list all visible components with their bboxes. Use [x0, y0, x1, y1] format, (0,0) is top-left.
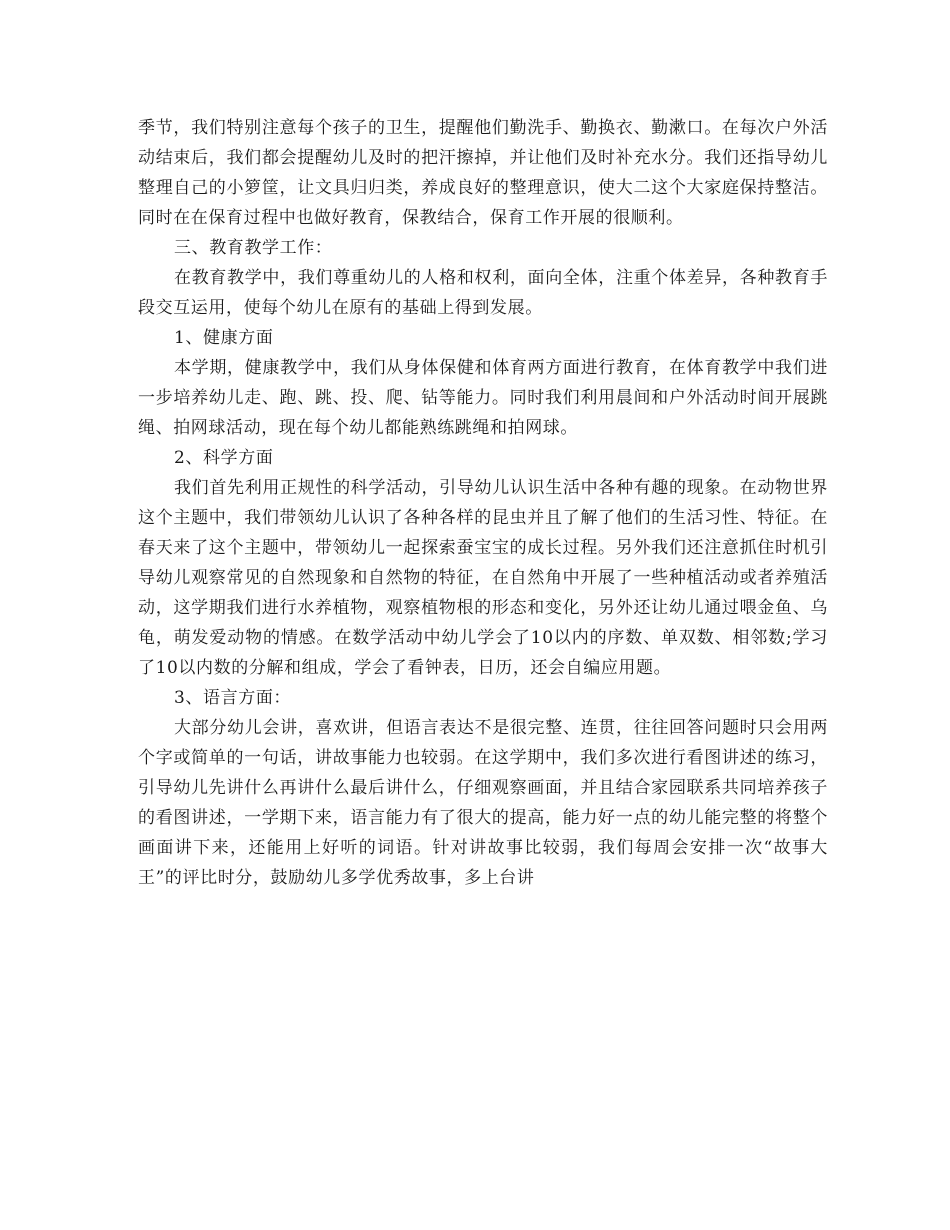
- document-body: [138, 113, 828, 893]
- subheading-language: 3、语言方面：: [174, 688, 292, 708]
- section-heading-teaching: 三、教育教学工作：: [174, 238, 333, 258]
- paragraph-health: 本学期，健康教学中，我们从身体保健和体育两方面进行教育，在体育教学中我们进一步培养幼儿走、跑、跳、投、爬、钻等能力。同时我们利用晨间和户外活动时间开展跳绳、拍网球活动，现在每个幼儿都能熟练跳绳和拍网球。: [138, 358, 828, 438]
- paragraph-language: 大部分幼儿会讲，喜欢讲，但语言表达不是很完整、连贯，往往回答问题时只会用两个字或简单的一句话，讲故事能力也较弱。在这学期中，我们多次进行看图讲述的练习，引导幼儿先讲什么再讲什么最后讲什么，仔细观察画面，并且结合家园联系共同培养孩子的看图讲述，一学期下来，语言能力有了很大的提高，能力好一点的幼儿能完整的将整个画面讲下来，还能用上好听的词语。针对讲故事比较弱，我们每周会安排一次“故事大王”的评比时分，鼓励幼儿多学优秀故事，多上台讲: [138, 718, 828, 888]
- subheading-science: 2、科学方面: [174, 448, 274, 468]
- subheading-health: 1、健康方面: [174, 328, 274, 348]
- paragraph-hygiene: 季节，我们特别注意每个孩子的卫生，提醒他们勤洗手、勤换衣、勤漱口。在每次户外活动结束后，我们都会提醒幼儿及时的把汗擦掉，并让他们及时补充水分。我们还指导幼儿整理自己的小箩筐，让文具归归类，养成良好的整理意识，使大二这个大家庭保持整洁。同时在在保育过程中也做好教育，保教结合，保育工作开展的很顺利。: [138, 118, 828, 228]
- paragraph-teaching-intro: 在教育教学中，我们尊重幼儿的人格和权利，面向全体，注重个体差异，各种教育手段交互运用，使每个幼儿在原有的基础上得到发展。: [138, 268, 828, 318]
- paragraph-science: 我们首先利用正规性的科学活动，引导幼儿认识生活中各种有趣的现象。在动物世界这个主题中，我们带领幼儿认识了各种各样的昆虫并且了解了他们的生活习性、特征。在春天来了这个主题中，带领幼儿一起探索蚕宝宝的成长过程。另外我们还注意抓住时机引导幼儿观察常见的自然现象和自然物的特征，在自然角中开展了一些种植活动或者养殖活动，这学期我们进行水养植物，观察植物根的形态和变化，另外还让幼儿通过喂金鱼、乌龟，萌发爱动物的情感。在数学活动中幼儿学会了10以内的序数、单双数、相邻数;学习了10以内数的分解和组成，学会了看钟表，日历，还会自编应用题。: [138, 478, 828, 678]
